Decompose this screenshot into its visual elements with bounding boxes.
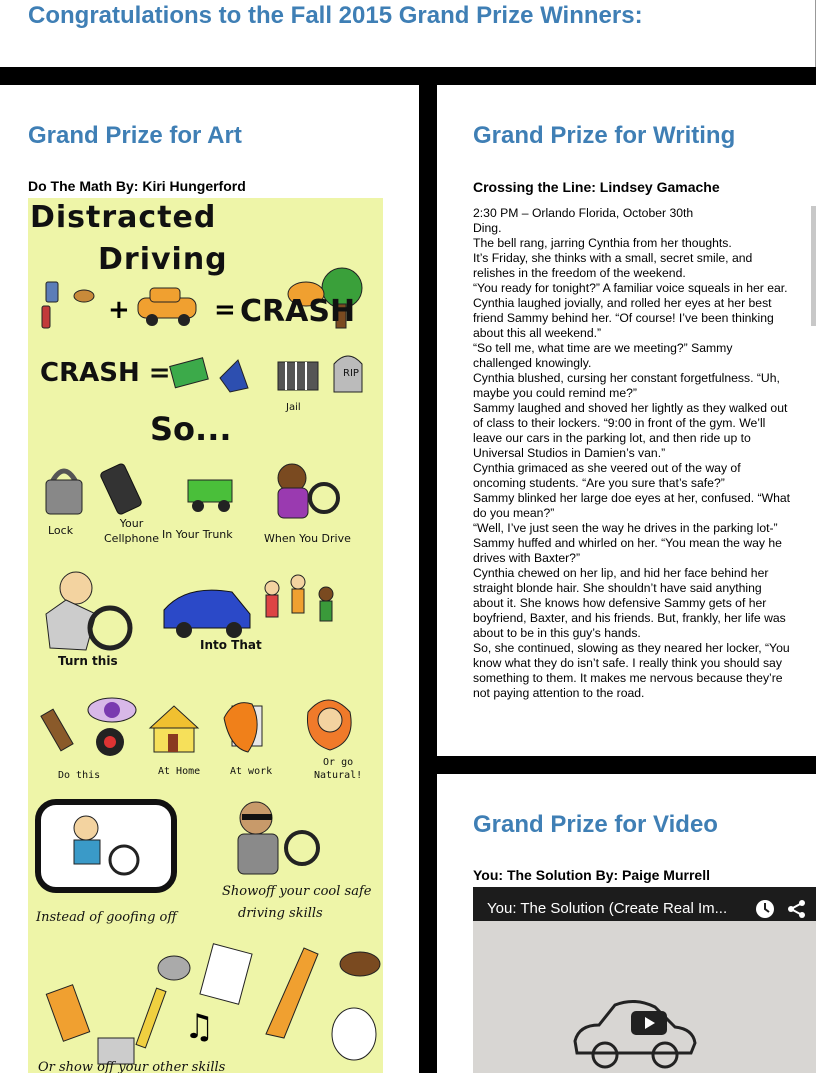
poster-title-line2: Driving [98, 242, 228, 277]
poster-at-work-label: At work [230, 766, 273, 777]
video-panel [437, 774, 816, 1073]
video-player[interactable] [473, 887, 816, 1073]
poster-cellphone-label: Your Cellphone [104, 517, 159, 545]
art-title: Grand Prize for Art [28, 122, 242, 149]
story-paragraph: Sammy blinked her large doe eyes at her, confused. “What do you mean?” [473, 491, 791, 520]
poster-rip-label: RIP [343, 368, 359, 379]
poster-at-home-label: At Home [158, 766, 201, 777]
story-paragraph: Sammy huffed and whirled on her. “You mean the way he drives with Baxter?” [473, 536, 782, 565]
story-paragraph: “You ready for tonight?” A familiar voice squeals in her ear. [473, 281, 788, 295]
poster-trunk-label: In Your Trunk [162, 528, 233, 541]
poster-other-skills-label: Or show off your other skills [38, 1060, 226, 1073]
video-title: Grand Prize for Video [473, 811, 718, 838]
story-paragraph: So, she continued, slowing as they neared her locker, “You know what they do isn’t safe. I really think you should say something to them. It makes me nervous because they’re not paying attention to the road. [473, 641, 790, 700]
watch-later-clock-icon[interactable] [755, 899, 775, 919]
story-paragraph: Cynthia chewed on her lip, and hid her face behind her straight blonde hair. She shouldn’t have said anything about it. She knows how defensive Sammy gets of her boyfriend, Baxter, and his friends. But, frankly, her life was about to be in this guy’s hands. [473, 566, 786, 640]
svg-text:♫: ♫ [184, 1007, 215, 1047]
poster-when-drive-label: When You Drive [264, 532, 351, 545]
svg-text:+: + [108, 295, 130, 325]
poster-into-that-label: Into That [200, 638, 262, 652]
story-paragraph: Cynthia grimaced as she veered out of the way of oncoming students. “Are you sure that’s safe?” [473, 461, 741, 490]
story-paragraph: Ding. [473, 221, 502, 235]
page-heading: Congratulations to the Fall 2015 Grand Prize Winners: [28, 2, 643, 29]
svg-text:=: = [214, 295, 236, 325]
writing-title: Grand Prize for Writing [473, 122, 736, 149]
poster-natural-label: Or go Natural! [314, 757, 363, 781]
story-text-scrollbox[interactable] [473, 206, 793, 721]
story-paragraph: The bell rang, jarring Cynthia from her thoughts. [473, 236, 732, 250]
poster-crash-equals: CRASH = [40, 358, 171, 388]
story-scrollbar[interactable] [811, 206, 816, 326]
poster-turn-this-label: Turn this [58, 654, 118, 668]
poster-showoff-label-1: Showoff your cool safe [222, 884, 372, 899]
story-paragraph: Cynthia blushed, cursing her constant forgetfulness. “Uh, maybe you could remind me?” [473, 371, 780, 400]
story-paragraph: “So tell me, what time are we meeting?” Sammy challenged knowingly. [473, 341, 733, 370]
video-entry-credit: You: The Solution By: Paige Murrell [473, 867, 710, 883]
story-paragraph: Cynthia laughed jovially, and rolled her eyes at her best friend Sammy behind her. “Of course! I’ve been thinking about this all weekend.” [473, 296, 774, 340]
other-skills-icons [34, 938, 379, 1068]
poster-crash-word: CRASH [240, 294, 356, 329]
poster-showoff-label-2: driving skills [238, 906, 323, 921]
poster-so: So... [150, 410, 232, 448]
writing-entry-credit: Crossing the Line: Lindsey Gamache [473, 179, 720, 195]
consequences-icon [168, 348, 378, 418]
poster-do-this-label: Do this [58, 770, 101, 781]
page-header [0, 0, 816, 67]
video-player-title[interactable]: You: The Solution (Create Real Im... [487, 900, 728, 917]
story-paragraph: “Well, I’ve just seen the way he drives in the parking lot-” [473, 521, 778, 535]
story-paragraph: Sammy laughed and shoved her lightly as they walked out of class to their lockers. “9:00 in front of the gym. We’ll leave our cars in the parking lot, and then ride up to Universal Studios in Damien’s van.” [473, 401, 788, 460]
art-poster-image[interactable] [28, 198, 383, 1073]
art-panel [0, 85, 419, 1073]
poster-goofing-label: Instead of goofing off [36, 910, 177, 925]
lock-up-phone-icons [42, 458, 372, 528]
poster-jail-label: Jail [286, 402, 301, 413]
writing-panel [437, 85, 816, 756]
story-paragraph: 2:30 PM – Orlando Florida, October 30th [473, 206, 694, 220]
poster-lock-label: Lock [48, 524, 74, 537]
share-icon[interactable] [787, 899, 807, 919]
story-paragraph: It’s Friday, she thinks with a small, secret smile, and relishes in the freedom of the weekend. [473, 251, 753, 280]
play-button-icon[interactable] [631, 1011, 667, 1035]
poster-title-line1: Distracted [30, 200, 217, 235]
art-entry-credit: Do The Math By: Kiri Hungerford [28, 178, 246, 194]
